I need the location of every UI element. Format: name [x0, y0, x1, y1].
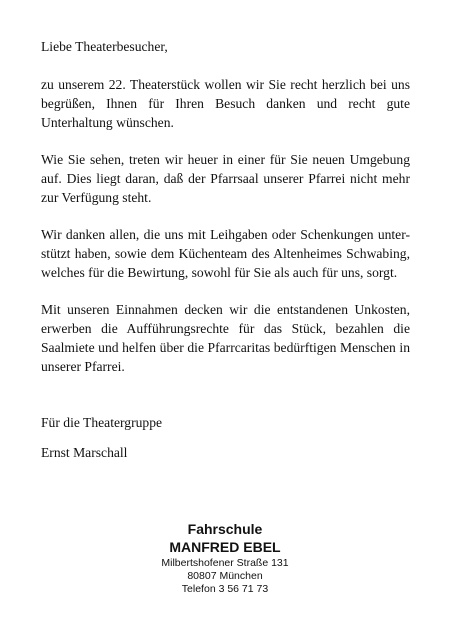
driving-school-advertisement	[0, 520, 450, 596]
letter-paragraph-thanks: Wir danken allen, die uns mit Leihgaben oder Schenkungen unter-stützt haben, sowie dem Küchenteam des Altenheimes Schwabing, welches für die Bewirtung, sowohl für Sie als auch für uns, sorgt.	[41, 227, 410, 280]
letter-body	[41, 37, 410, 462]
ad-business-name: MANFRED EBEL	[169, 539, 281, 555]
ad-phone: Telefon 3 56 71 73	[181, 583, 269, 595]
ad-title: Fahrschule	[187, 521, 263, 537]
ad-city: 80807 München	[187, 570, 263, 582]
letter-paragraph-welcome: zu unserem 22. Theaterstück wollen wir Sie recht herzlich bei uns begrüßen, Ihnen für Ihren Besuch danken und recht gute Unterhaltung wünschen.	[41, 77, 410, 130]
letter-paragraph-venue: Wie Sie sehen, treten wir heuer in einer für Sie neuen Umgebung auf. Dies liegt daran, daß der Pfarrsaal unserer Pfarrei nicht mehr zur Verfügung steht.	[41, 152, 410, 205]
letter-salutation: Liebe Theaterbesucher,	[41, 39, 168, 54]
letter-signoff: Für die Theatergruppe	[41, 415, 163, 430]
ad-street: Milbertshofener Straße 131	[161, 557, 289, 569]
letter-paragraph-income: Mit unseren Einnahmen decken wir die entstandenen Unkosten, erwerben die Aufführungsrechte für das Stück, bezahlen die Saalmiete und helfen über die Pfarrcaritas bedürftigen Menschen in unserer Pfarrei.	[41, 302, 410, 374]
letter-signature: Ernst Marschall	[41, 445, 128, 460]
